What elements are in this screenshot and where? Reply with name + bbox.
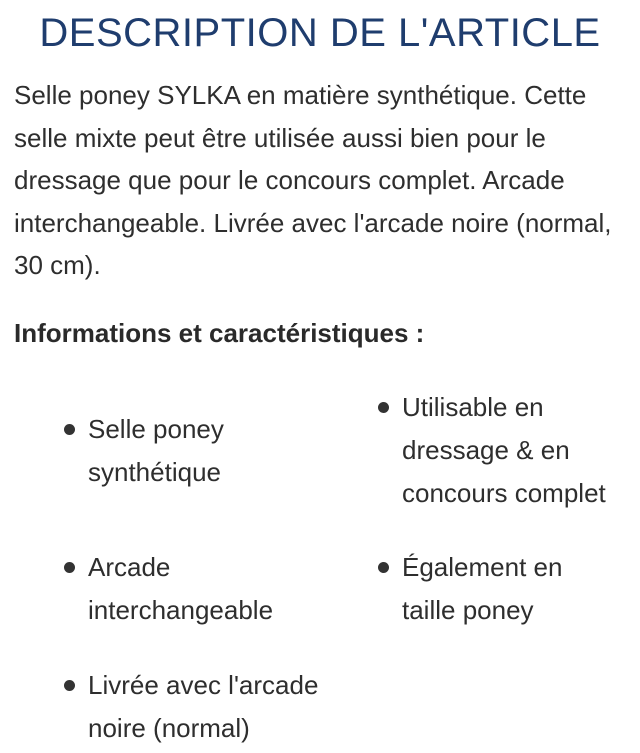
feature-line: Utilisable en — [402, 392, 544, 422]
feature-line: concours complet — [402, 478, 606, 508]
feature-line: Livrée avec l'arcade — [88, 670, 319, 700]
feature-line: Également en — [402, 552, 563, 582]
bullet-icon — [64, 562, 75, 573]
feature-line: dressage & en — [402, 435, 570, 465]
feature-line: noire (normal) — [88, 713, 250, 743]
bullet-icon — [378, 402, 389, 413]
info-heading: Informations et caractéristiques : — [14, 318, 425, 348]
bullet-icon — [64, 680, 75, 691]
feature-line: interchangeable — [88, 595, 274, 625]
feature-line: Arcade — [88, 552, 171, 582]
feature-line: taille poney — [402, 595, 534, 625]
article-description: Selle poney SYLKA en matière synthétique. Cette selle mixte peut être utilisée aussi bien pour le dressage que pour le concours complet. Arcade interchangeable. Livrée avec l'arcade noire (normal, 30 cm). — [14, 80, 612, 280]
feature-line: Selle poney — [88, 414, 224, 444]
bullet-icon — [378, 562, 389, 573]
bullet-icon — [64, 424, 75, 435]
feature-line: synthétique — [88, 457, 221, 487]
section-title: DESCRIPTION DE L'ARTICLE — [39, 11, 601, 55]
